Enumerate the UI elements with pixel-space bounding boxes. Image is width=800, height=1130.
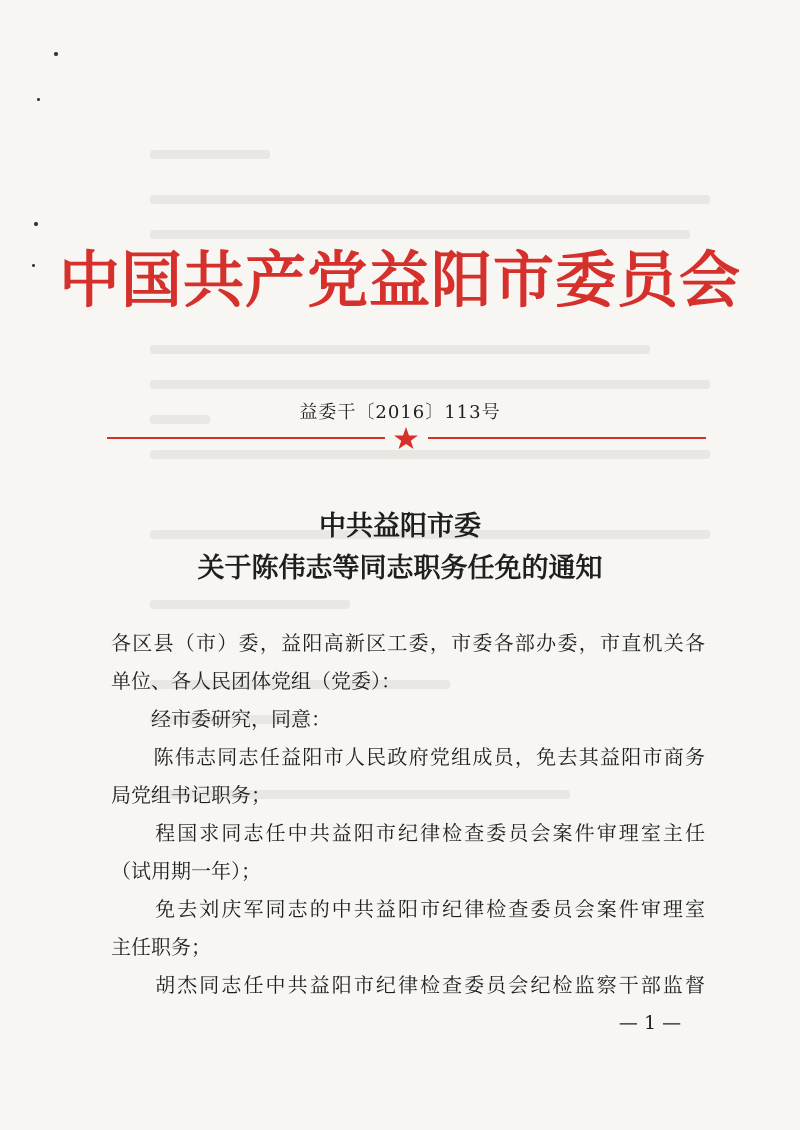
body-line: 各区县（市）委，益阳高新区工委，市委各部办委，市直机关各 [111,631,705,655]
divider-star-icon [388,426,424,450]
body-line: 胡杰同志任中共益阳市纪律检查委员会纪检监察干部监督 [111,973,705,997]
body-line: 经市委研究，同意： [111,707,331,731]
body-line: 局党组书记职务； [111,783,271,807]
body-line: 免去刘庆军同志的中共益阳市纪律检查委员会案件审理室 [111,897,705,921]
red-divider-right [428,437,706,439]
notice-title-line-1: 中共益阳市委 [319,511,481,542]
body-line: 单位、各人民团体党组（党委）： [111,669,401,693]
notice-title-line-2: 关于陈伟志等同志职务任免的通知 [197,553,603,584]
body-line: 主任职务； [111,935,211,959]
scan-speck [34,222,38,226]
red-divider-left [107,437,385,439]
issuer-masthead: 中国共产党益阳市委员会 [58,245,741,316]
page-number: — 1 — [618,1012,682,1034]
scan-speck [37,98,40,101]
body-line: 程国求同志任中共益阳市纪律检查委员会案件审理室主任 [111,821,705,845]
body-line: 陈伟志同志任益阳市人民政府党组成员，免去其益阳市商务 [111,745,705,769]
document-number: 益委干〔2016〕113号 [299,402,501,423]
scan-speck [54,52,58,56]
body-line: （试用期一年）； [111,859,261,883]
